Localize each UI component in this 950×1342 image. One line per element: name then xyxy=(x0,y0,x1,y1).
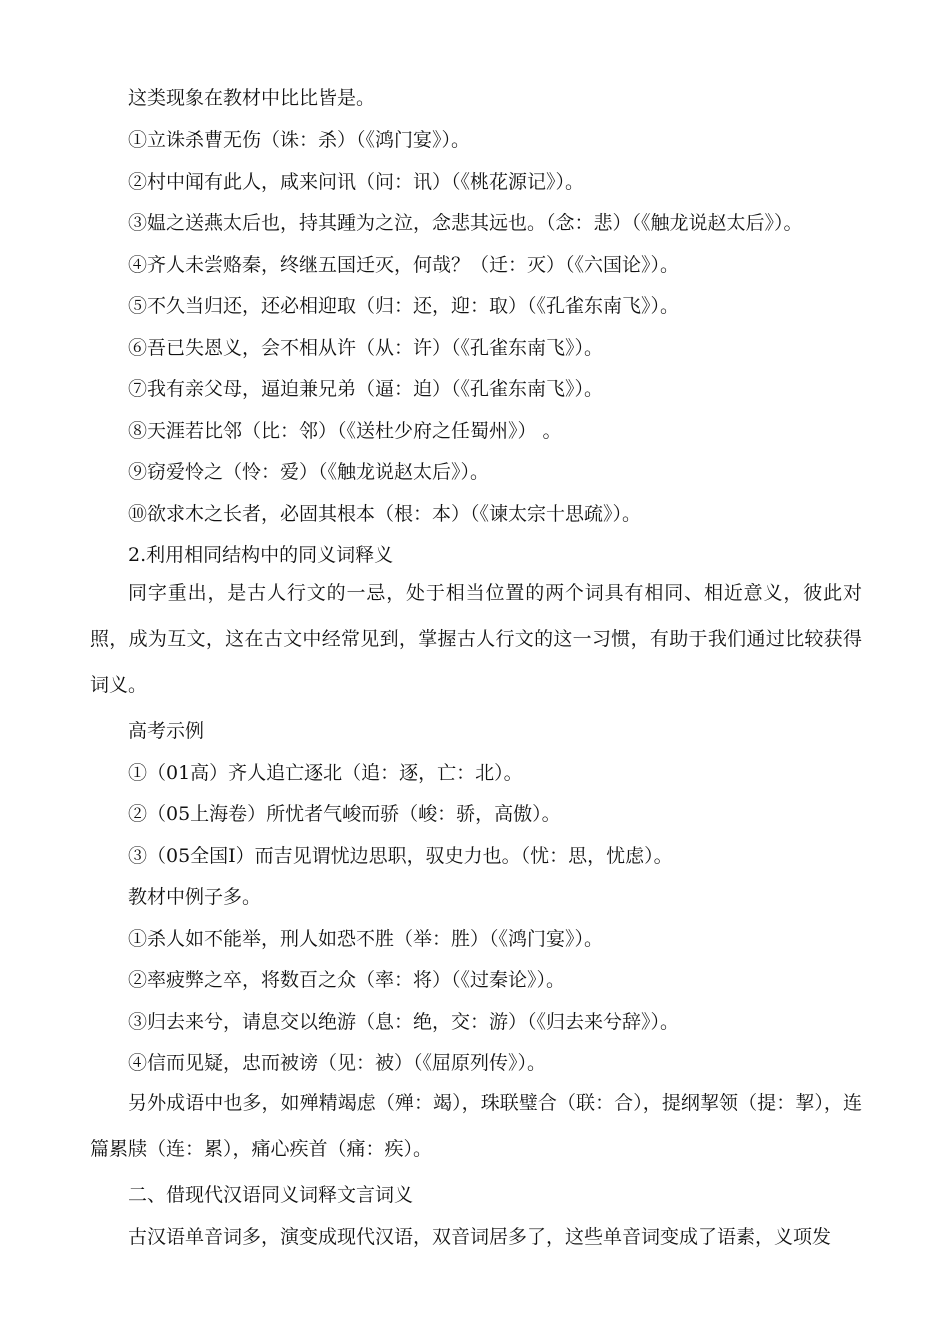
example-item: ①杀人如不能举，刑人如恐不胜（举：胜）（《鸿门宴》）。 xyxy=(128,928,604,950)
example-item: ⑥吾已失恩义，会不相从许（从：许）（《孔雀东南飞》）。 xyxy=(128,337,604,359)
example-item: ④信而见疑，忠而被谤（见：被）（《屈原列传》）。 xyxy=(128,1052,547,1074)
example-item: ④齐人未尝赂秦，终继五国迁灭，何哉？（迁：灭）（《六国论》）。 xyxy=(128,254,680,276)
example-item: ①立诛杀曹无伤（诛：杀）（《鸿门宴》）。 xyxy=(128,129,471,151)
example-item: ⑦我有亲父母，逼迫兼兄弟（逼：迫）（《孔雀东南飞》）。 xyxy=(128,378,604,400)
paragraph: 同字重出，是古人行文的一忌，处于相当位置的两个词具有相同、相近意义，彼此对照，成为互文，这在古文中经常见到，掌握古人行文的这一习惯，有助于我们通过比较获得词义。 xyxy=(90,582,862,696)
example-item: ②率疲弊之卒，将数百之众（率：将）（《过秦论》）。 xyxy=(128,969,566,991)
example-item: ⑨窃爱怜之（怜：爱）（《触龙说赵太后》）。 xyxy=(128,461,490,483)
example-item: ⑧天涯若比邻（比：邻）（《送杜少府之任蜀州》） 。 xyxy=(128,420,562,442)
section-heading: 二、借现代汉语同义词释文言词义 xyxy=(128,1184,414,1206)
example-item: ⑤不久当归还，还必相迎取（归：还，迎：取）（《孔雀东南飞》）。 xyxy=(128,295,680,317)
text-line: 这类现象在教材中比比皆是。 xyxy=(128,87,376,109)
section-heading: 2.利用相同结构中的同义词释义 xyxy=(128,544,394,566)
example-item: ②村中闻有此人，咸来问讯（问：讯）（《桃花源记》）。 xyxy=(128,171,585,193)
text-line: 教材中例子多。 xyxy=(128,886,262,908)
example-item: ③媪之送燕太后也，持其踵为之泣，念悲其远也。（念：悲）（《触龙说赵太后》）。 xyxy=(128,212,803,234)
example-item: ②（05上海卷）所忧者气峻而骄（峻：骄，高傲）。 xyxy=(128,803,561,825)
text-line: 古汉语单音词多，演变成现代汉语，双音词居多了，这些单音词变成了语素，义项发 xyxy=(128,1226,832,1248)
paragraph: 另外成语中也多，如殚精竭虑（殚：竭），珠联璧合（联：合），提纲挈领（提：挈），连篇累牍（连：累），痛心疾首（痛：疾）。 xyxy=(90,1092,862,1160)
example-item: ⑩欲求木之长者，必固其根本（根：本）（《谏太宗十思疏》）。 xyxy=(128,503,642,525)
subheading: 高考示例 xyxy=(128,720,205,742)
example-item: ③归去来兮，请息交以绝游（息：绝，交：游）（《归去来兮辞》）。 xyxy=(128,1011,680,1033)
example-item: ③（05全国Ⅰ）而吉见谓忧边思职，驭史力也。（忧：思，忧虑）。 xyxy=(128,845,673,867)
example-item: ①（01高）齐人追亡逐北（追：逐，亡：北）。 xyxy=(128,762,523,784)
